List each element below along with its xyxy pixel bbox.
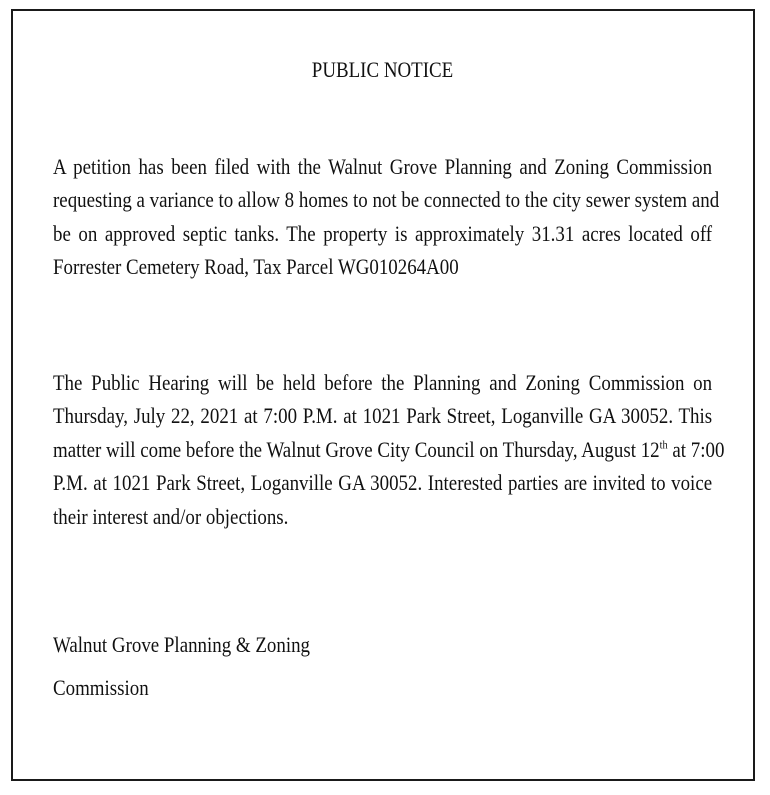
hearing-line: their interest and/or objections. bbox=[53, 503, 289, 529]
hearing-line: P.M. at 1021 Park Street, Loganville GA 30052. Interested parties are invited to voice bbox=[53, 470, 713, 496]
ordinal-suffix: th bbox=[659, 437, 668, 452]
petition-line: be on approved septic tanks. The property is approximately 31.31 acres located off bbox=[53, 220, 713, 246]
notice-frame bbox=[11, 9, 755, 781]
signature-line: Walnut Grove Planning & Zoning bbox=[53, 632, 311, 657]
petition-paragraph bbox=[53, 150, 720, 284]
hearing-paragraph bbox=[53, 366, 725, 533]
hearing-line-text: at 7:00 bbox=[667, 436, 725, 462]
notice-title: PUBLIC NOTICE bbox=[311, 57, 454, 82]
petition-line: Forrester Cemetery Road, Tax Parcel WG010264A00 bbox=[53, 254, 459, 280]
signature-line: Commission bbox=[53, 675, 149, 700]
petition-line: requesting a variance to allow 8 homes to not be connected to the city sewer system and bbox=[53, 187, 720, 213]
signature-block bbox=[53, 623, 352, 709]
hearing-line: Thursday, July 22, 2021 at 7:00 P.M. at 1021 Park Street, Loganville GA 30052. This bbox=[53, 403, 713, 429]
hearing-line bbox=[53, 433, 725, 466]
hearing-line: The Public Hearing will be held before the Planning and Zoning Commission on bbox=[53, 370, 713, 395]
petition-line: A petition has been filed with the Walnut Grove Planning and Zoning Commission bbox=[53, 154, 713, 179]
hearing-line-text: matter will come before the Walnut Grove City Council on Thursday, August 12 bbox=[53, 436, 660, 462]
